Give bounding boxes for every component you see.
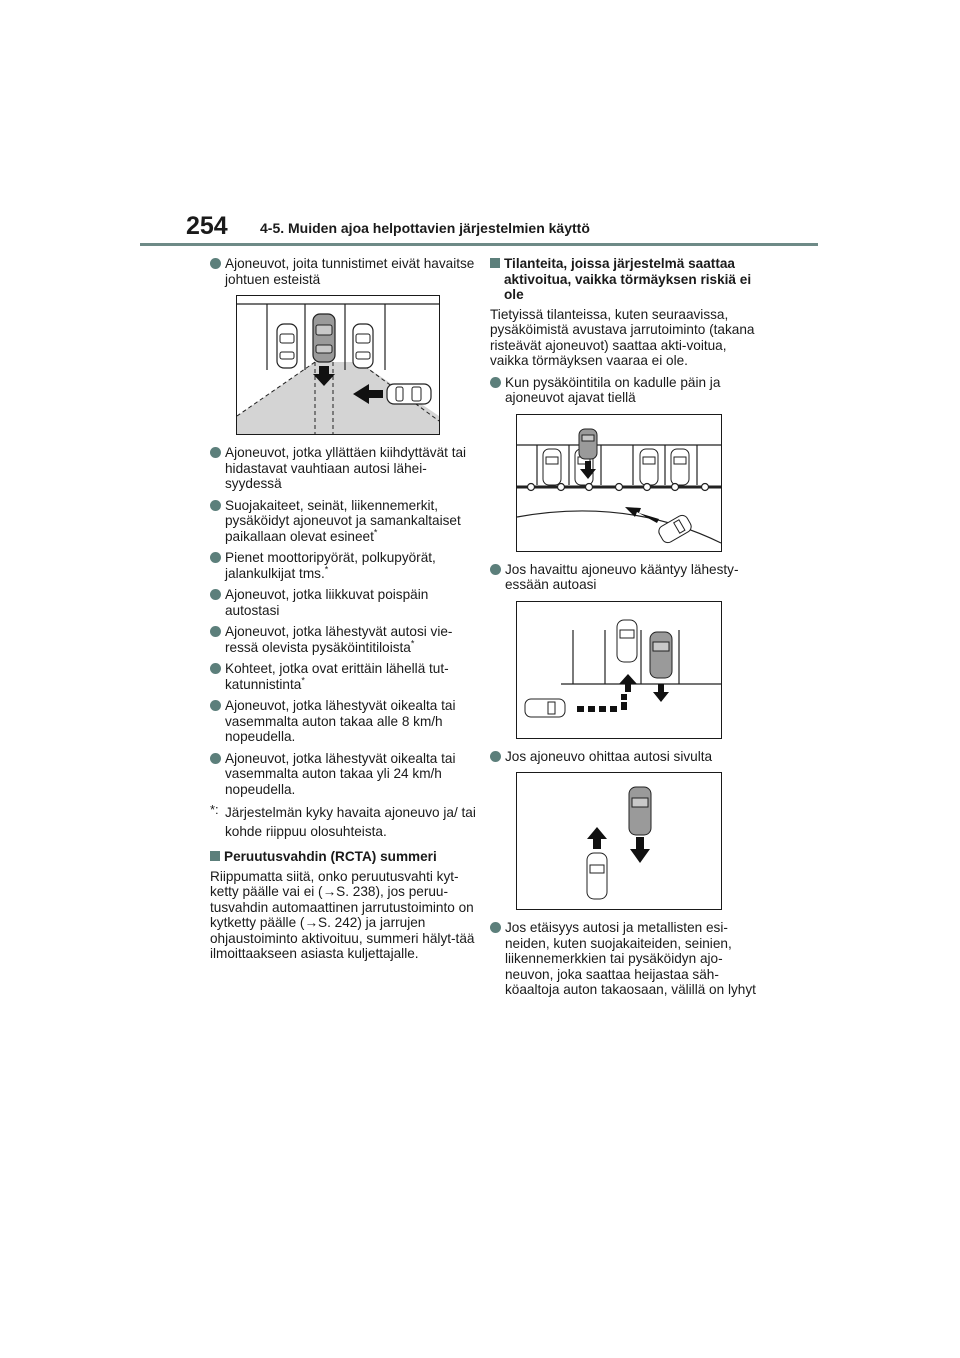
bullet-item: Ajoneuvot, jotka lähestyvät oikealta tai vasemmalta auton takaa alle 8 km/h nopeudella. xyxy=(210,698,480,745)
bullet-icon xyxy=(210,700,221,711)
figure-obstructed-vehicles xyxy=(236,295,440,435)
square-bullet-icon xyxy=(210,851,220,861)
bullet-item: Jos havaittu ajoneuvo kääntyy lähesty-essään autoasi xyxy=(490,562,766,593)
bullet-icon xyxy=(210,753,221,764)
bullet-item: Ajoneuvot, jotka lähestyvät oikealta tai vasemmalta auton takaa yli 24 km/h nopeudella. xyxy=(210,751,480,798)
right-column xyxy=(490,256,766,1004)
bullet-item: Ajoneuvot, jotka lähestyvät autosi vie-ressä olevista pysäköintitiloista* xyxy=(210,624,480,655)
figure-passing-vehicle xyxy=(516,772,722,910)
bullet-item: Jos ajoneuvo ohittaa autosi sivulta xyxy=(490,749,766,765)
bullet-icon xyxy=(210,663,221,674)
bullet-icon xyxy=(490,751,501,762)
left-column xyxy=(210,256,480,968)
footnote-ref: * xyxy=(301,674,305,685)
paragraph-rcta-buzzer: Riippumatta siitä, onko peruutusvahti kyt-ketty päälle vai ei (→S. 238), jos peruu-tusvahdin automaattinen jarrutustoiminto on kytketty päälle (→S. 242) ja jarrujen ohjaustoiminto aktivoituu, summeri hälyt-tää ilmoittaakseen asiasta kuljettajalle. xyxy=(210,868,475,961)
bullet-item: Kun pysäköintitila on kadulle päin ja ajoneuvot ajavat tiellä xyxy=(490,375,766,406)
bullet-icon xyxy=(490,377,501,388)
bullet-icon xyxy=(210,589,221,600)
bullet-item: Ajoneuvot, jotka liikkuvat poispäin autostasi xyxy=(210,587,480,618)
footnote-ref: * xyxy=(373,526,378,537)
footnote-mark: *: xyxy=(210,802,219,817)
footnote-ref: * xyxy=(410,637,415,648)
bullet-icon xyxy=(210,626,221,637)
subheading-rcta-buzzer: Peruutusvahdin (RCTA) summeri xyxy=(210,849,480,865)
square-bullet-icon xyxy=(490,258,500,268)
footnote: *: Järjestelmän kyky havaita ajoneuvo ja/ tai kohde riippuu olosuhteista. xyxy=(210,802,476,839)
subheading-false-activation: Tilanteita, joissa järjestelmä saattaa aktivoitua, vaikka törmäyksen riskiä ei ole xyxy=(490,256,766,303)
bullet-icon xyxy=(490,922,501,933)
bullet-icon xyxy=(210,500,221,511)
header-rule xyxy=(140,243,818,246)
bullet-item: Jos etäisyys autosi ja metallisten esi-neiden, kuten suojakaiteiden, seinien, liikennemerkkien tai pysäköidyn ajo-neuvon, joka saattaa heijastaa säh-köaaltoja auton takaosaan, välillä on lyhyt xyxy=(490,920,766,998)
bullet-item: Ajoneuvot, jotka yllättäen kiihdyttävät tai hidastavat vauhtiaan autosi lähei-syydessä xyxy=(210,445,480,492)
footnote-ref: * xyxy=(324,563,329,574)
page-number: 254 xyxy=(186,212,228,240)
bullet-icon xyxy=(210,258,221,269)
street-parking-illustration xyxy=(517,415,721,551)
figure-turning-vehicle xyxy=(516,601,722,739)
bullet-item: Kohteet, jotka ovat erittäin lähellä tut-katunnistinta* xyxy=(210,661,480,692)
paragraph-false-activation: Tietyissä tilanteissa, kuten seuraavissa, pysäköimistä avustava jarrutoiminto (takana risteävät ajoneuvot) saattaa akti-voitua, vaikka törmäyksen vaaraa ei ole. xyxy=(490,306,755,368)
figure-street-parking xyxy=(516,414,722,552)
bullet-item: Suojakaiteet, seinät, liikennemerkit, pysäköidyt ajoneuvot ja samankaltaiset paikallaan olevat esineet* xyxy=(210,498,480,545)
turning-vehicle-illustration xyxy=(517,602,721,738)
bullet-icon xyxy=(210,552,221,563)
passing-vehicle-illustration xyxy=(517,773,721,909)
bullet-item: Ajoneuvot, joita tunnistimet eivät havaitse johtuen esteistä xyxy=(210,256,480,287)
section-title: 4-5. Muiden ajoa helpottavien järjestelmien käyttö xyxy=(260,220,590,236)
parking-illustration xyxy=(237,296,439,434)
bullet-icon xyxy=(490,564,501,575)
bullet-item: Pienet moottoripyörät, polkupyörät, jalankulkijat tms.* xyxy=(210,550,480,581)
bullet-icon xyxy=(210,447,221,458)
